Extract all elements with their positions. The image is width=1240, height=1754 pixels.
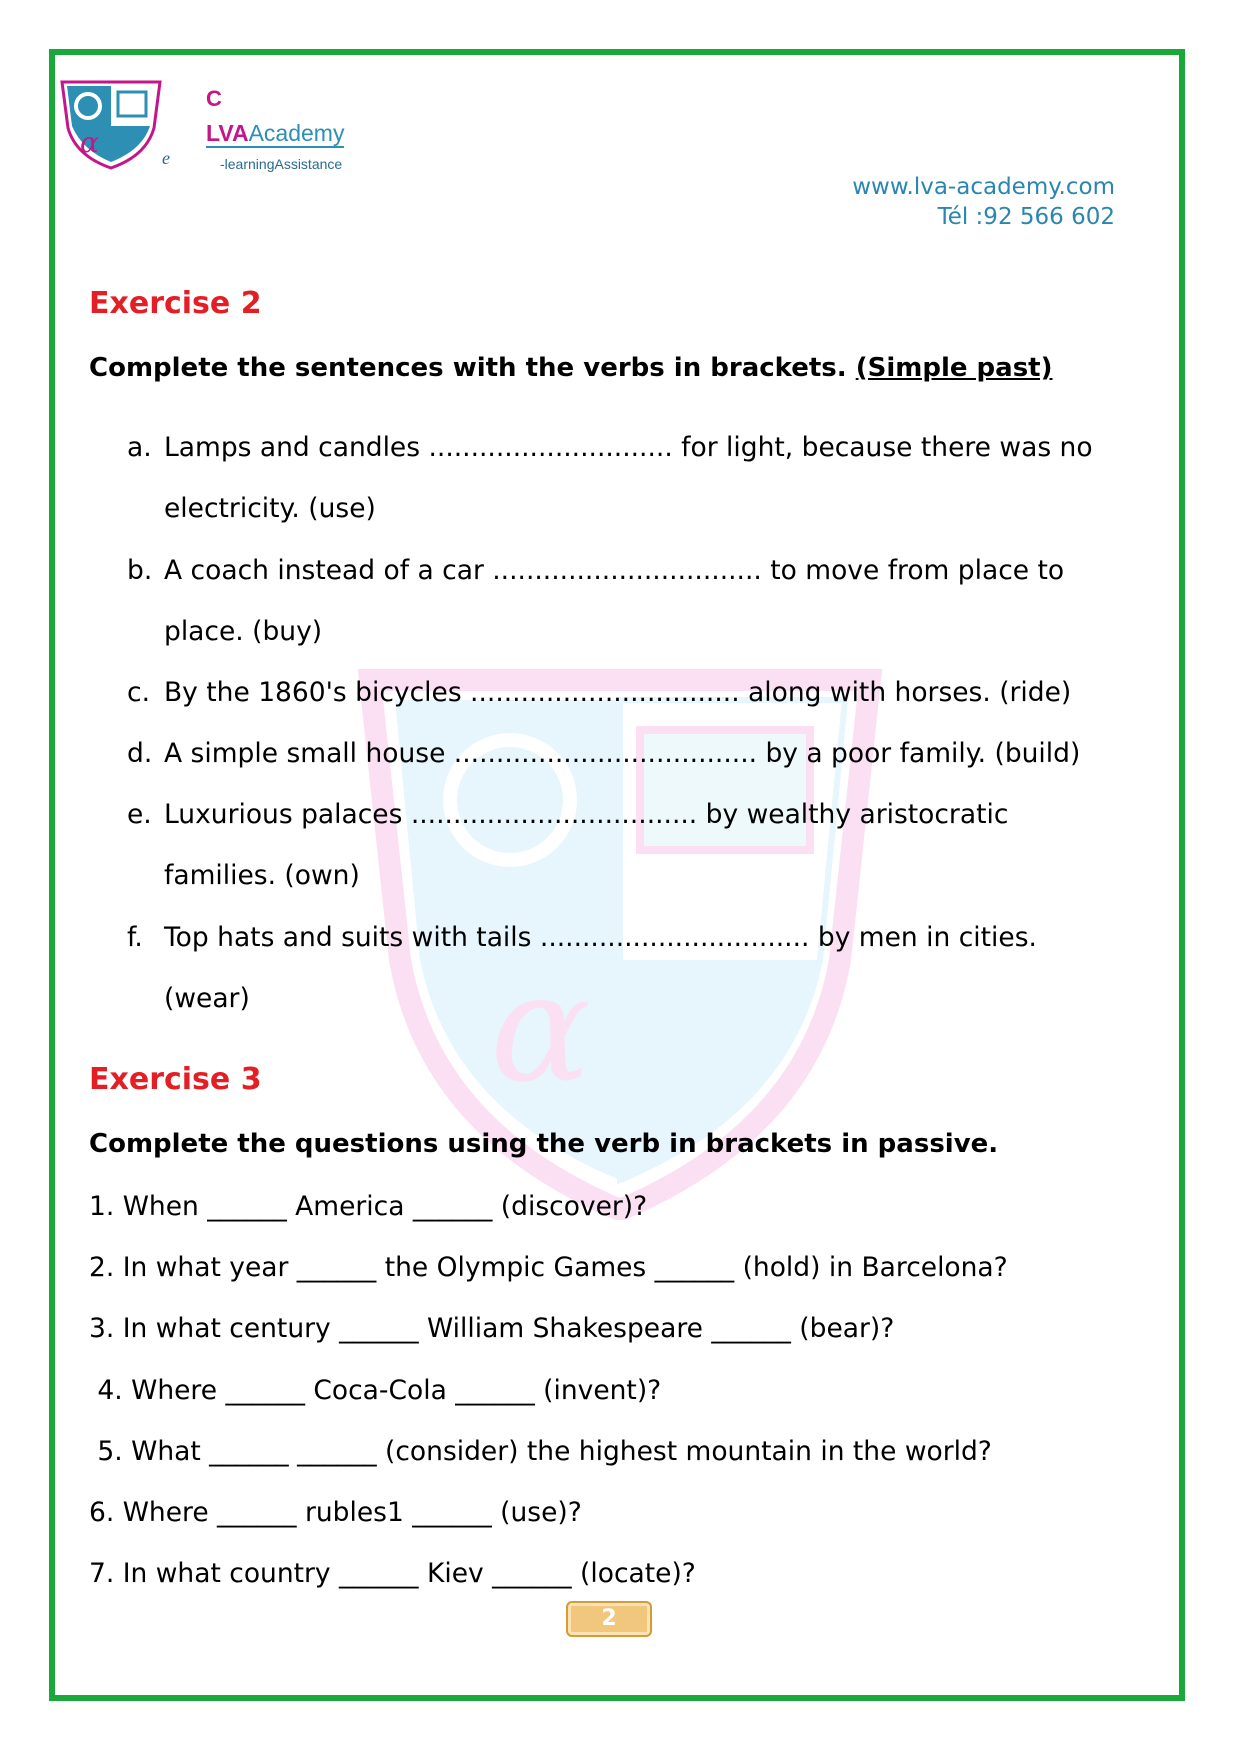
exercise-3-question: 6. Where ______ rubles1 ______ (use)? [89, 1497, 582, 1528]
exercise-3-question: 4. Where ______ Coca-Cola ______ (invent)? [89, 1375, 662, 1406]
brand-e: e [162, 148, 170, 168]
exercise-2-item-marker: f. [127, 922, 143, 953]
brand-name [206, 120, 344, 148]
exercise-3-question: 5. What ______ ______ (consider) the highest mountain in the world? [89, 1436, 992, 1467]
exercise-2-item-marker: b. [127, 555, 153, 586]
contact-info [852, 172, 1115, 232]
exercise-2-item-marker: e. [127, 799, 152, 830]
exercise-2-item-text: Top hats and suits with tails ................................ by men in cities. [164, 922, 1037, 953]
exercise-3-instruction: Complete the questions using the verb in brackets in passive. [89, 1129, 999, 1159]
exercise-3-title: Exercise 3 [89, 1062, 262, 1097]
exercise-2-item-text: place. (buy) [164, 616, 323, 647]
exercise-2-item-marker: c. [127, 677, 150, 708]
exercise-2-item-text: Luxurious palaces .................................. by wealthy aristocratic [164, 799, 1009, 830]
exercise-2-tense: (Simple past) [855, 353, 1053, 383]
exercise-2-instruction-text: Complete the sentences with the verbs in brackets. [89, 353, 847, 383]
exercise-2-item-text: electricity. (use) [164, 493, 376, 524]
exercise-2-item-text: families. (own) [164, 860, 360, 891]
exercise-2-item-marker: a. [127, 432, 152, 463]
brand-lva: LVA [206, 120, 249, 146]
exercise-2-title: Exercise 2 [89, 286, 262, 321]
phone-number: Tél :92 566 602 [937, 204, 1115, 230]
exercise-2-item-text: (wear) [164, 983, 250, 1014]
exercise-2-item-marker: d. [127, 738, 153, 769]
exercise-3-question: 7. In what country ______ Kiev ______ (locate)? [89, 1558, 696, 1589]
exercise-2-item-text: A coach instead of a car ................................ to move from place to [164, 555, 1065, 586]
exercise-2-item-text: Lamps and candles ............................. for light, because there was no [164, 432, 1093, 463]
brand-tagline: -learningAssistance [220, 156, 343, 172]
lva-logo-icon [58, 78, 164, 170]
website-link[interactable]: www.lva-academy.com [852, 174, 1115, 200]
svg-text:α: α [80, 126, 99, 159]
exercise-3-question: 2. In what year ______ the Olympic Games ______ (hold) in Barcelona? [89, 1252, 1008, 1283]
exercise-2-item-text: By the 1860's bicycles ................................ along with horses. (ride) [164, 677, 1072, 708]
brand-c: C [206, 86, 222, 111]
exercise-2-item-text: A simple small house .................................... by a poor family. (build) [164, 738, 1081, 769]
brand-academy: Academy [248, 120, 345, 146]
exercise-3-question: 3. In what century ______ William Shakespeare ______ (bear)? [89, 1313, 895, 1344]
page-number-badge: 2 [566, 1601, 652, 1637]
exercise-2-instruction [89, 353, 1052, 383]
svg-text:α: α [490, 942, 592, 1116]
exercise-3-question: 1. When ______ America ______ (discover)? [89, 1191, 648, 1222]
